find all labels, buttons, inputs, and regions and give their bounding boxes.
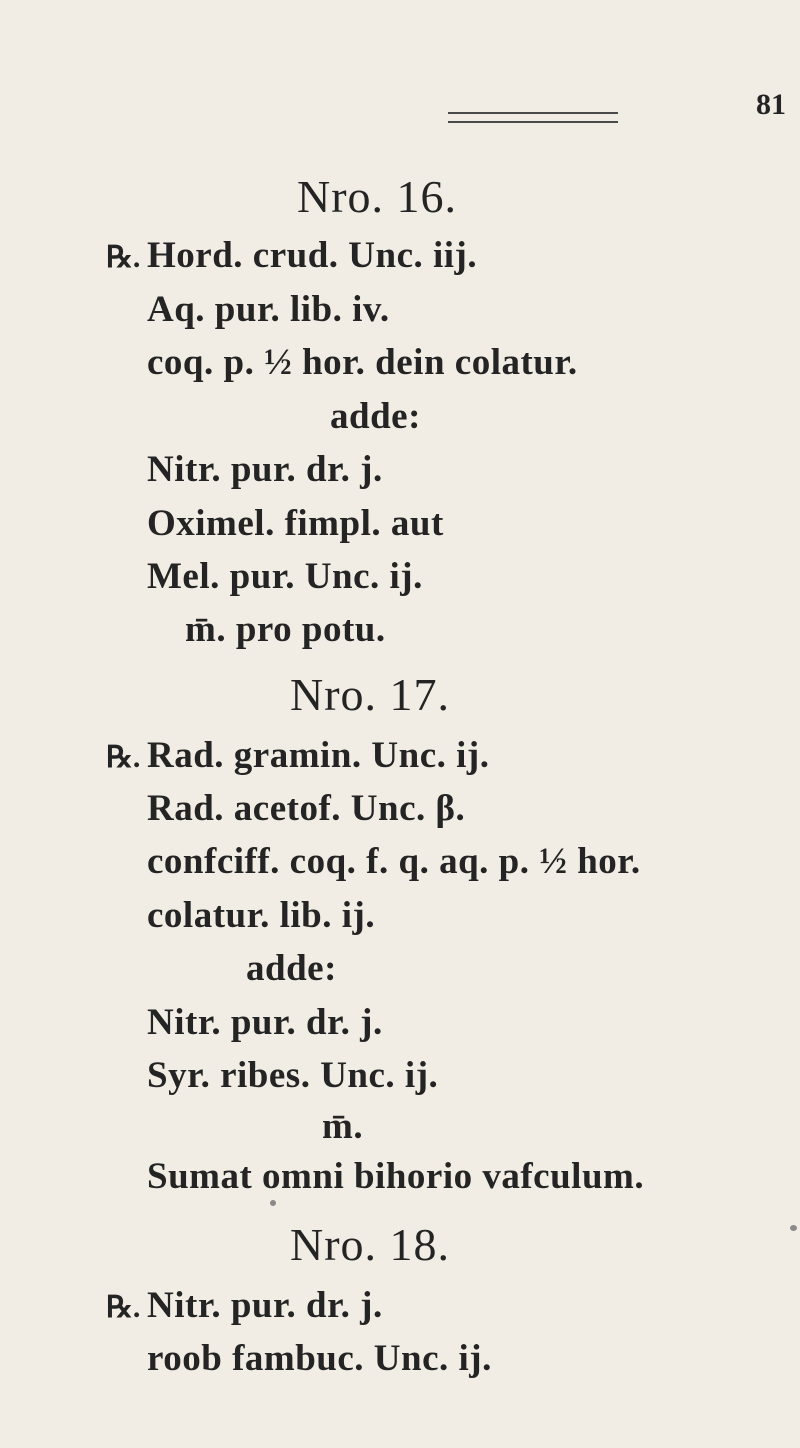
recipe-line: roob fambuc. Unc. ij. bbox=[147, 1338, 492, 1379]
recipe-line: Rad. gramin. Unc. ij. bbox=[147, 735, 490, 776]
recipe-line: Nitr. pur. dr. j. bbox=[147, 1002, 383, 1043]
recipe-line: Aq. pur. lib. iv. bbox=[147, 289, 390, 330]
recipe-line: Sumat omni bihorio vafculum. bbox=[147, 1156, 645, 1197]
recipe-line: Nitr. pur. dr. j. bbox=[147, 449, 383, 490]
recipe-line: Nitr. pur. dr. j. bbox=[147, 1285, 383, 1326]
recipe-line: adde: bbox=[246, 948, 337, 989]
recipe-line: Syr. ribes. Unc. ij. bbox=[147, 1055, 439, 1096]
recipe-line: adde: bbox=[330, 396, 421, 437]
recipe-symbol: ℞. bbox=[106, 741, 141, 774]
recipe-line: Hord. crud. Unc. iij. bbox=[147, 235, 478, 276]
recipe-line: m̄. bbox=[322, 1106, 364, 1147]
section-heading-16: Nro. 16. bbox=[297, 171, 458, 222]
ink-speck bbox=[270, 1200, 276, 1206]
recipe-line: Mel. pur. Unc. ij. bbox=[147, 556, 423, 597]
recipe-line: coq. p. ½ hor. dein colatur. bbox=[147, 342, 578, 383]
page-number: 81 bbox=[756, 88, 786, 121]
ink-speck bbox=[790, 1225, 797, 1231]
header-rule bbox=[448, 112, 618, 123]
recipe-symbol: ℞. bbox=[106, 1291, 141, 1324]
recipe-line: m̄. pro potu. bbox=[185, 609, 386, 650]
section-heading-17: Nro. 17. bbox=[290, 669, 451, 720]
recipe-line: colatur. lib. ij. bbox=[147, 895, 376, 936]
recipe-symbol: ℞. bbox=[106, 241, 141, 274]
recipe-line: confciff. coq. f. q. aq. p. ½ hor. bbox=[147, 841, 641, 882]
recipe-line: Oximel. fimpl. aut bbox=[147, 503, 444, 544]
recipe-line: Rad. acetof. Unc. β. bbox=[147, 788, 466, 829]
section-heading-18: Nro. 18. bbox=[290, 1219, 451, 1270]
